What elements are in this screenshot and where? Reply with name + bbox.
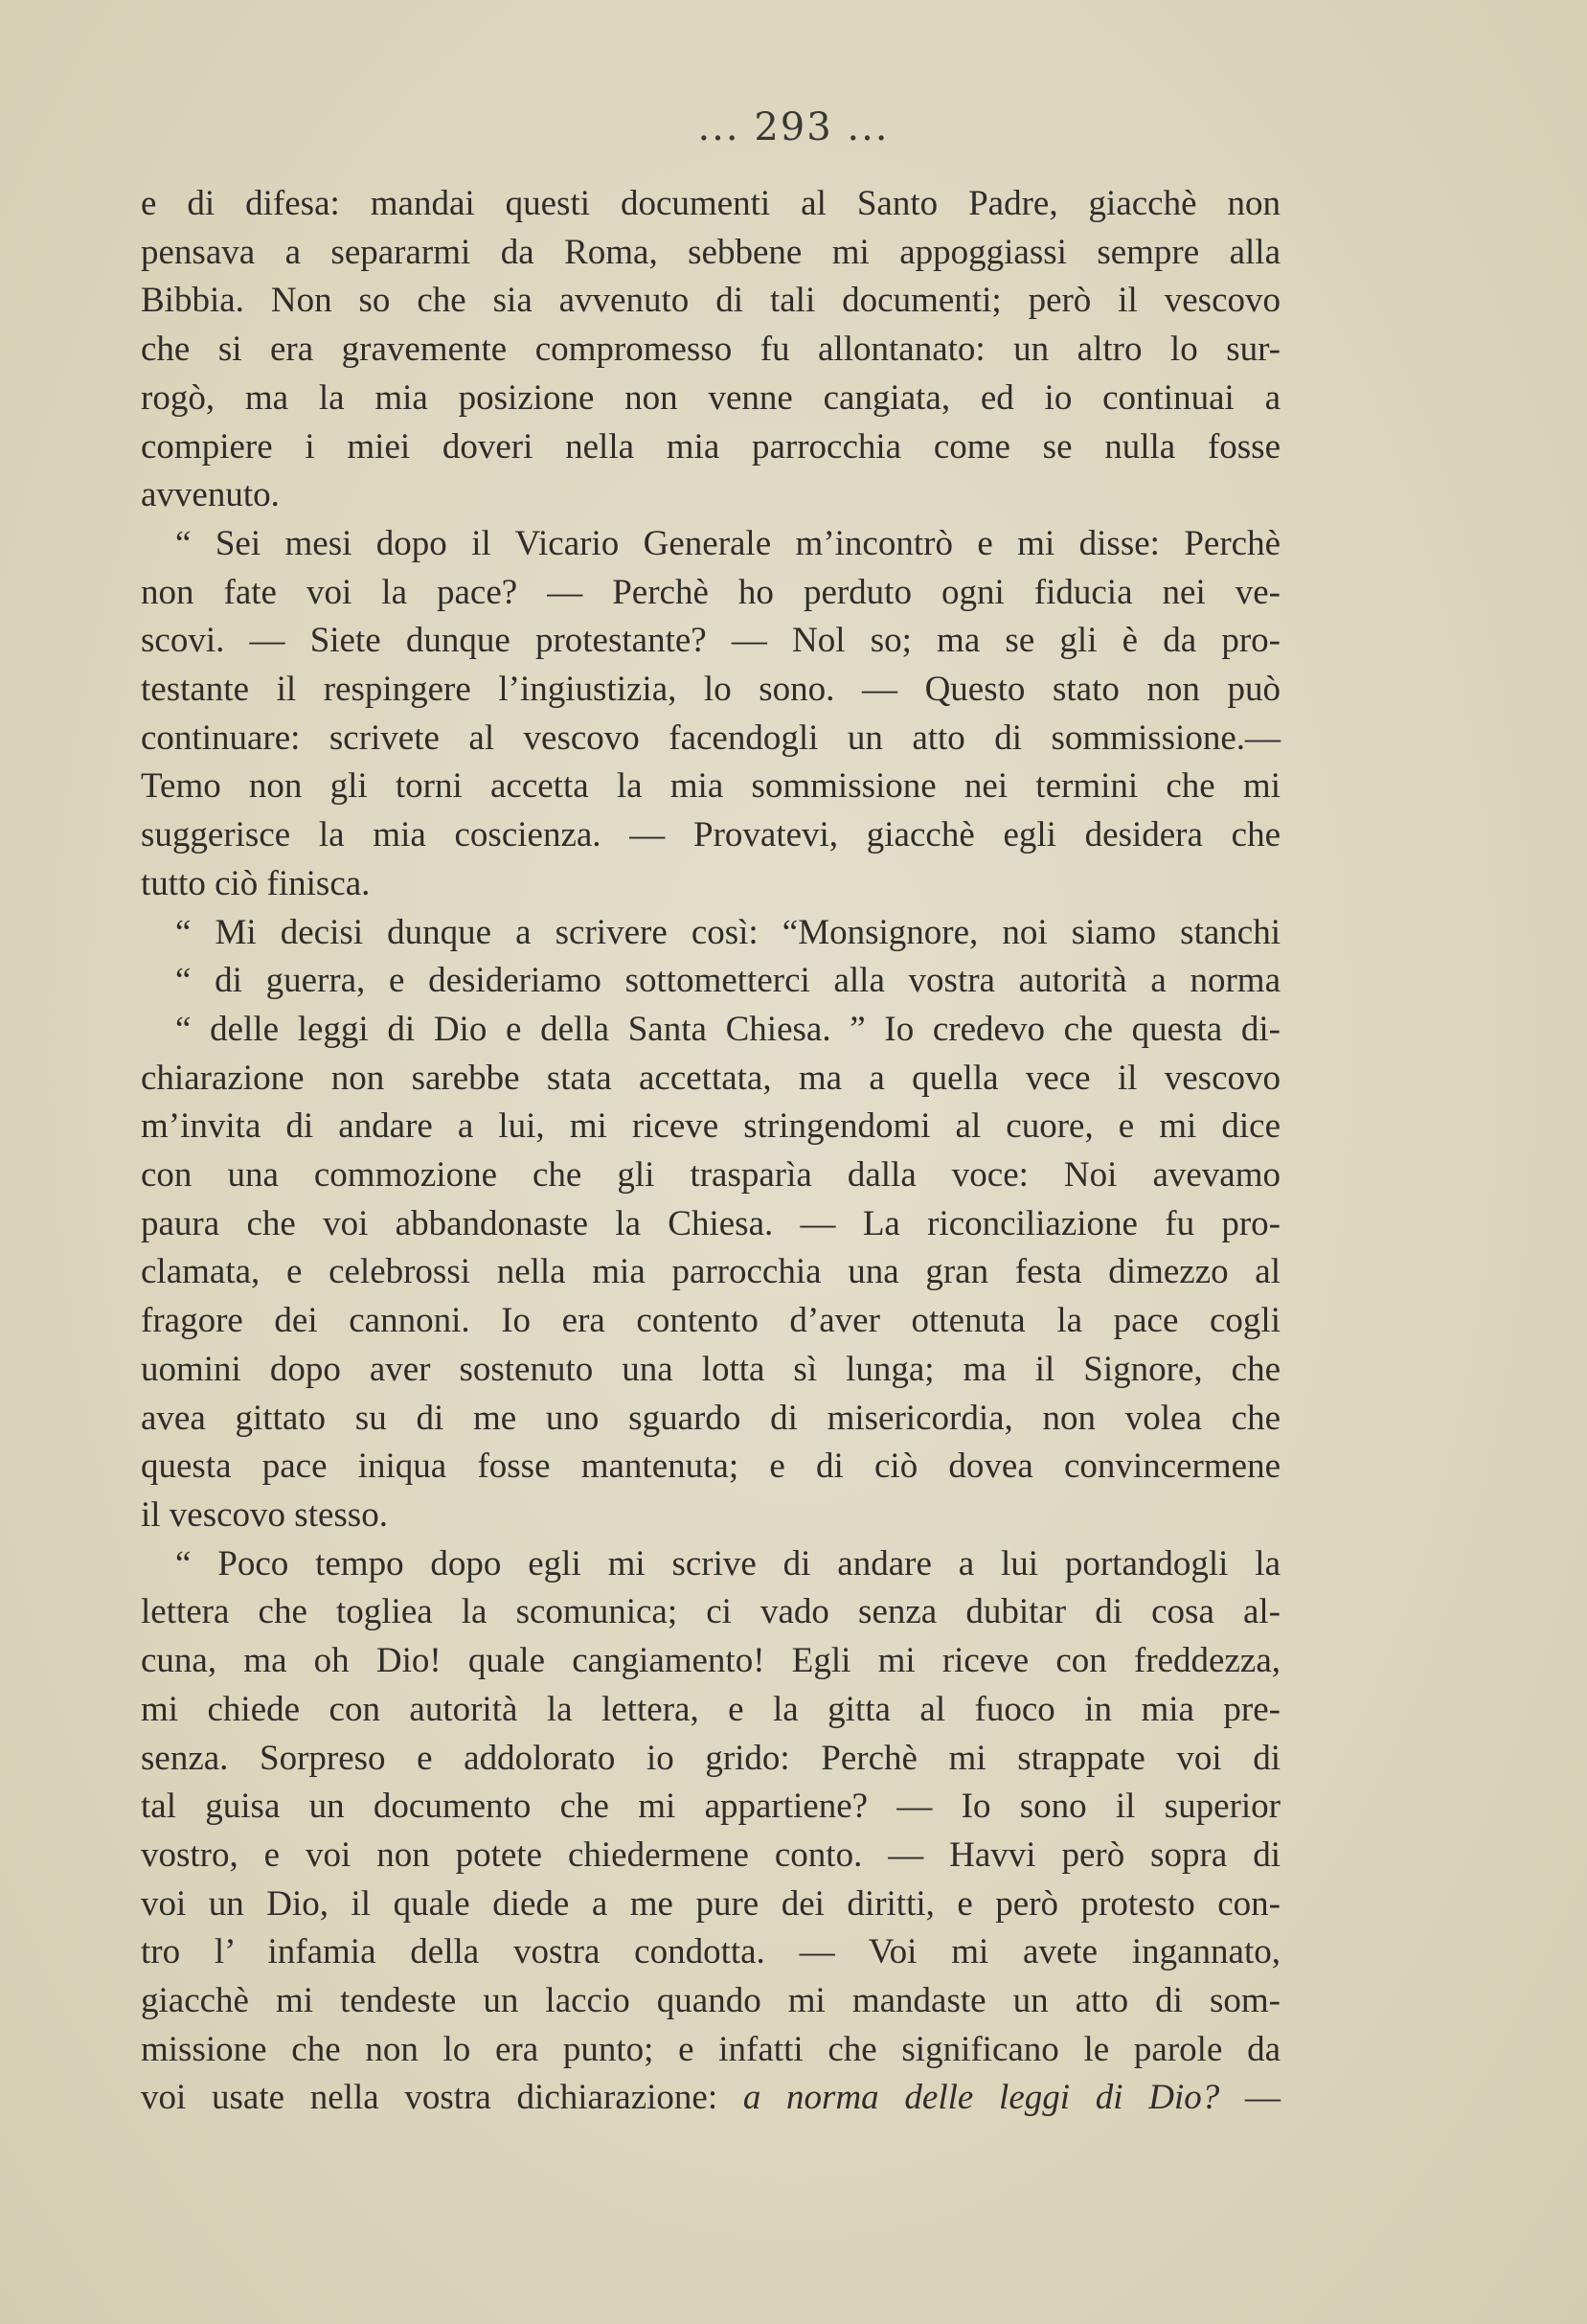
text-line: continuare: scrivete al vescovo facendogli un atto di sommissione.— bbox=[141, 718, 1281, 758]
text-line: avea gittato su di me uno sguardo di misericordia, non volea che bbox=[141, 1398, 1281, 1438]
text-line: chiarazione non sarebbe stata accettata, ma a quella vece il vescovo bbox=[141, 1058, 1281, 1098]
text-line: “ Sei mesi dopo il Vicario Generale m’incontrò e mi disse: Perchè bbox=[175, 523, 1281, 563]
text-line: compiere i miei doveri nella mia parrocchia come se nulla fosse bbox=[141, 426, 1281, 467]
text-line: Bibbia. Non so che sia avvenuto di tali documenti; però il vescovo bbox=[141, 281, 1281, 321]
text-line: voi un Dio, il quale diede a me pure dei diritti, e però protesto con- bbox=[141, 1883, 1281, 1924]
text-line: uomini dopo aver sostenuto una lotta sì lunga; ma il Signore, che bbox=[141, 1349, 1281, 1389]
final-line-prefix: voi usate nella vostra dichiarazione: bbox=[141, 2078, 743, 2118]
text-line: rogò, ma la mia posizione non venne cangiata, ed io continuai a bbox=[141, 377, 1281, 418]
text-line: che si era gravemente compromesso fu allontanato: un altro lo sur- bbox=[141, 330, 1281, 370]
text-line: “ Mi decisi dunque a scrivere così: “Monsignore, noi siamo stanchi bbox=[175, 912, 1281, 952]
text-line: mi chiede con autorità la lettera, e la gitta al fuoco in mia pre- bbox=[141, 1689, 1281, 1729]
text-line: avvenuto. bbox=[141, 475, 280, 515]
text-line: tal guisa un documento che mi appartiene? — Io sono il superior bbox=[141, 1787, 1281, 1827]
text-line: vostro, e voi non potete chiedermene conto. — Havvi però sopra di bbox=[141, 1834, 1281, 1875]
text-line: paura che voi abbandonaste la Chiesa. — La riconciliazione fu pro- bbox=[141, 1203, 1281, 1243]
text-line: fragore dei cannoni. Io era contento d’aver ottenuta la pace cogli bbox=[141, 1301, 1281, 1341]
text-line: giacchè mi tendeste un laccio quando mi mandaste un atto di som- bbox=[141, 1981, 1281, 2021]
text-line: tro l’ infamia della vostra condotta. — Voi mi avete ingannato, bbox=[141, 1932, 1281, 1972]
text-line: “ delle leggi di Dio e della Santa Chiesa. ” Io credevo che questa di- bbox=[175, 1009, 1281, 1049]
text-line: testante il respingere l’ingiustizia, lo sono. — Questo stato non può bbox=[141, 670, 1281, 710]
text-line: missione che non lo era punto; e infatti che significano le parole da bbox=[141, 2029, 1281, 2069]
text-line: e di difesa: mandai questi documenti al Santo Padre, giacchè non bbox=[141, 184, 1281, 223]
italic-quotation: a norma delle leggi di Dio? bbox=[742, 2078, 1220, 2118]
text-line: questa pace iniqua fosse mantenuta; e di ciò dovea convincermene bbox=[141, 1447, 1281, 1487]
text-line: “ Poco tempo dopo egli mi scrive di andare a lui portandogli la bbox=[175, 1543, 1281, 1584]
text-line: “ di guerra, e desideriamo sottometterci alla vostra autorità a norma bbox=[175, 961, 1281, 1001]
text-line: senza. Sorpreso e addolorato io grido: Perchè mi strappate voi di bbox=[141, 1738, 1281, 1778]
text-line: lettera che togliea la scomunica; ci vado senza dubitar di cosa al- bbox=[141, 1592, 1281, 1632]
text-line: pensava a separarmi da Roma, sebbene mi appoggiassi sempre alla bbox=[141, 232, 1281, 272]
text-line: cuna, ma oh Dio! quale cangiamento! Egli mi riceve con freddezza, bbox=[141, 1641, 1281, 1681]
final-line-suffix: — bbox=[1219, 2078, 1281, 2118]
text-line: clamata, e celebrossi nella mia parrocchia una gran festa dimezzo al bbox=[141, 1252, 1281, 1292]
text-line: suggerisce la mia coscienza. — Provatevi, giacchè egli desidera che bbox=[141, 815, 1281, 855]
text-line: m’invita di andare a lui, mi riceve stringendomi al cuore, e mi dice bbox=[141, 1106, 1281, 1147]
body-text bbox=[141, 180, 1281, 2123]
text-line: non fate voi la pace? — Perchè ho perduto ogni fiducia nei ve- bbox=[141, 572, 1281, 612]
text-line: il vescovo stesso. bbox=[141, 1494, 388, 1535]
text-line-final bbox=[141, 2074, 1281, 2123]
text-line: tutto ciò finisca. bbox=[141, 863, 371, 903]
text-line: Temo non gli torni accetta la mia sommissione nei termini che mi bbox=[141, 766, 1281, 807]
text-line: scovi. — Siete dunque protestante? — Nol so; ma se gli è da pro- bbox=[141, 621, 1281, 661]
text-line: con una commozione che gli trasparìa dalla voce: Noi avevamo bbox=[141, 1155, 1281, 1196]
page-number: ... 293 ... bbox=[697, 105, 890, 149]
